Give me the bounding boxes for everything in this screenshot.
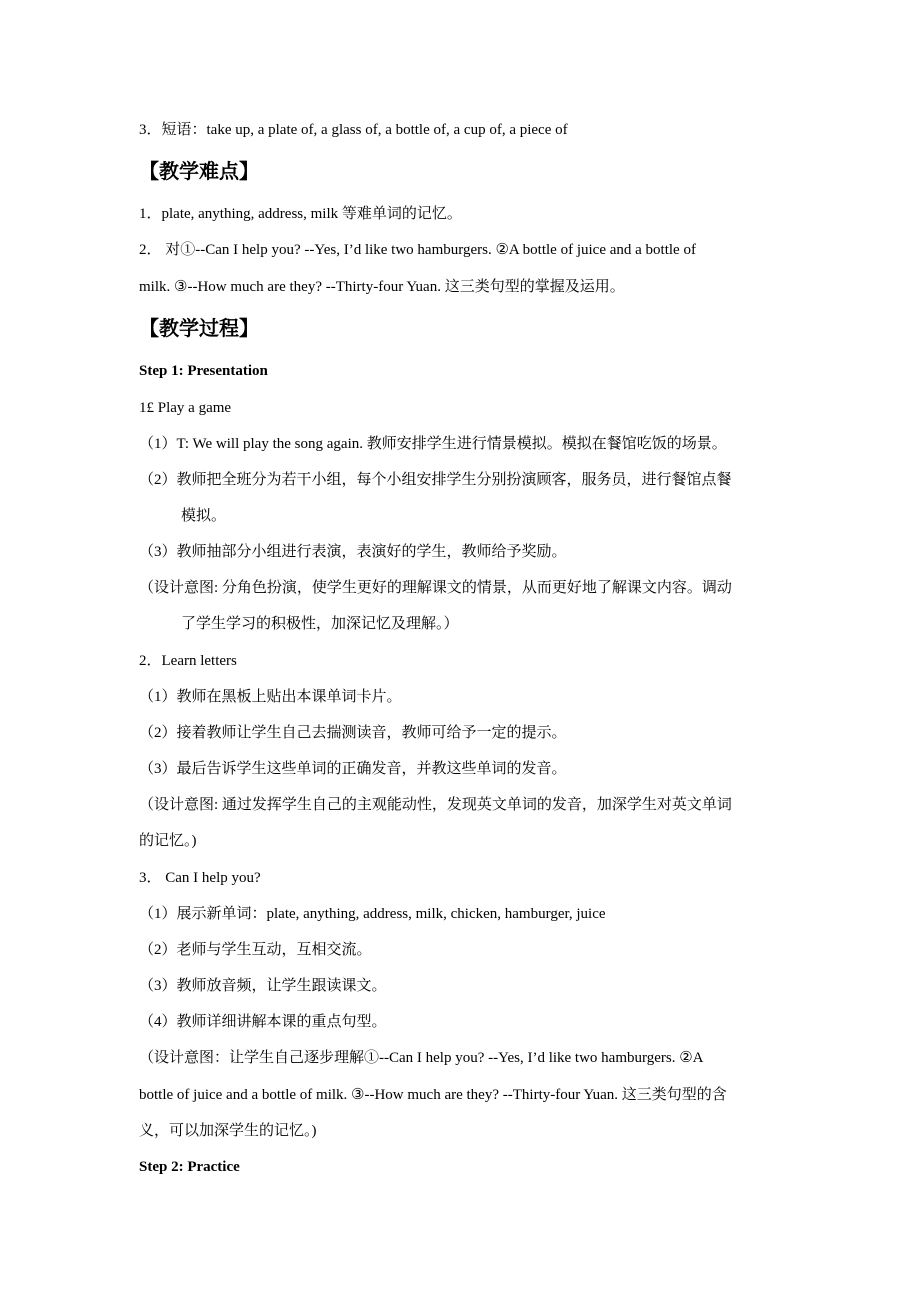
step1-item-3-sub-3: （3）教师放音频，让学生跟读课文。 [139,978,387,994]
step1-item-1-sub-2: （2）教师把全班分为若干小组，每个小组安排学生分别扮演顾客，服务员，进行餐馆点餐 [139,472,732,488]
step-1-title: Step 1: Presentation [139,363,268,379]
difficulty-item-2-line-1: 2． 对①--Can I help you? --Yes, I’d like two hamburgers. ②A bottle of juice and a bottle of [139,242,696,258]
step1-item-3-note-cont-2: 义，可以加深学生的记忆。) [139,1123,317,1139]
step1-item-2-note: （设计意图: 通过发挥学生自己的主观能动性，发现英文单词的发音，加深学生对英文单词 [139,797,732,813]
step1-item-3-sub-1: （1）展示新单词：plate, anything, address, milk, chicken, hamburger, juice [139,906,606,922]
step1-item-3-sub-2: （2）老师与学生互动，互相交流。 [139,942,372,958]
step1-item-1-note: （设计意图: 分角色扮演，使学生更好的理解课文的情景，从而更好地了解课文内容。调动 [139,580,732,596]
step-2-title: Step 2: Practice [139,1159,240,1175]
phrases-line: 3．短语：take up, a plate of, a glass of, a bottle of, a cup of, a piece of [139,122,568,138]
step1-item-1-sub-2-cont: 模拟。 [181,508,227,524]
step1-item-1-sub-1: （1）T: We will play the song again. 教师安排学生进行情景模拟。模拟在餐馆吃饭的场景。 [139,436,727,452]
process-heading: 【教学过程】 [139,316,259,340]
step1-item-3-note-cont-1: bottle of juice and a bottle of milk. ③--How much are they? --Thirty-four Yuan. 这三类句型的含 [139,1087,727,1103]
step1-item-1-note-cont: 了学生学习的积极性，加深记忆及理解。） [181,616,459,632]
step1-item-2-title: 2．Learn letters [139,653,237,669]
step1-item-3-sub-4: （4）教师详细讲解本课的重点句型。 [139,1014,387,1030]
step1-item-2-sub-1: （1）教师在黑板上贴出本课单词卡片。 [139,689,402,705]
difficulty-item-1: 1．plate, anything, address, milk 等难单词的记忆。 [139,206,462,222]
step1-item-3-note: （设计意图：让学生自己逐步理解①--Can I help you? --Yes, I’d like two hamburgers. ②A [139,1050,704,1066]
step1-item-2-note-cont: 的记忆。) [139,833,197,849]
step1-item-3-title: 3． Can I help you? [139,870,261,886]
step1-item-1-sub-3: （3）教师抽部分小组进行表演，表演好的学生，教师给予奖励。 [139,544,567,560]
difficulty-heading: 【教学难点】 [139,159,259,183]
step1-item-2-sub-2: （2）接着教师让学生自己去揣测读音，教师可给予一定的提示。 [139,725,567,741]
difficulty-item-2-line-2: milk. ③--How much are they? --Thirty-four Yuan. 这三类句型的掌握及运用。 [139,279,625,295]
step1-item-1-title: 1£ Play a game [139,400,232,416]
step1-item-2-sub-3: （3）最后告诉学生这些单词的正确发音，并教这些单词的发音。 [139,761,567,777]
